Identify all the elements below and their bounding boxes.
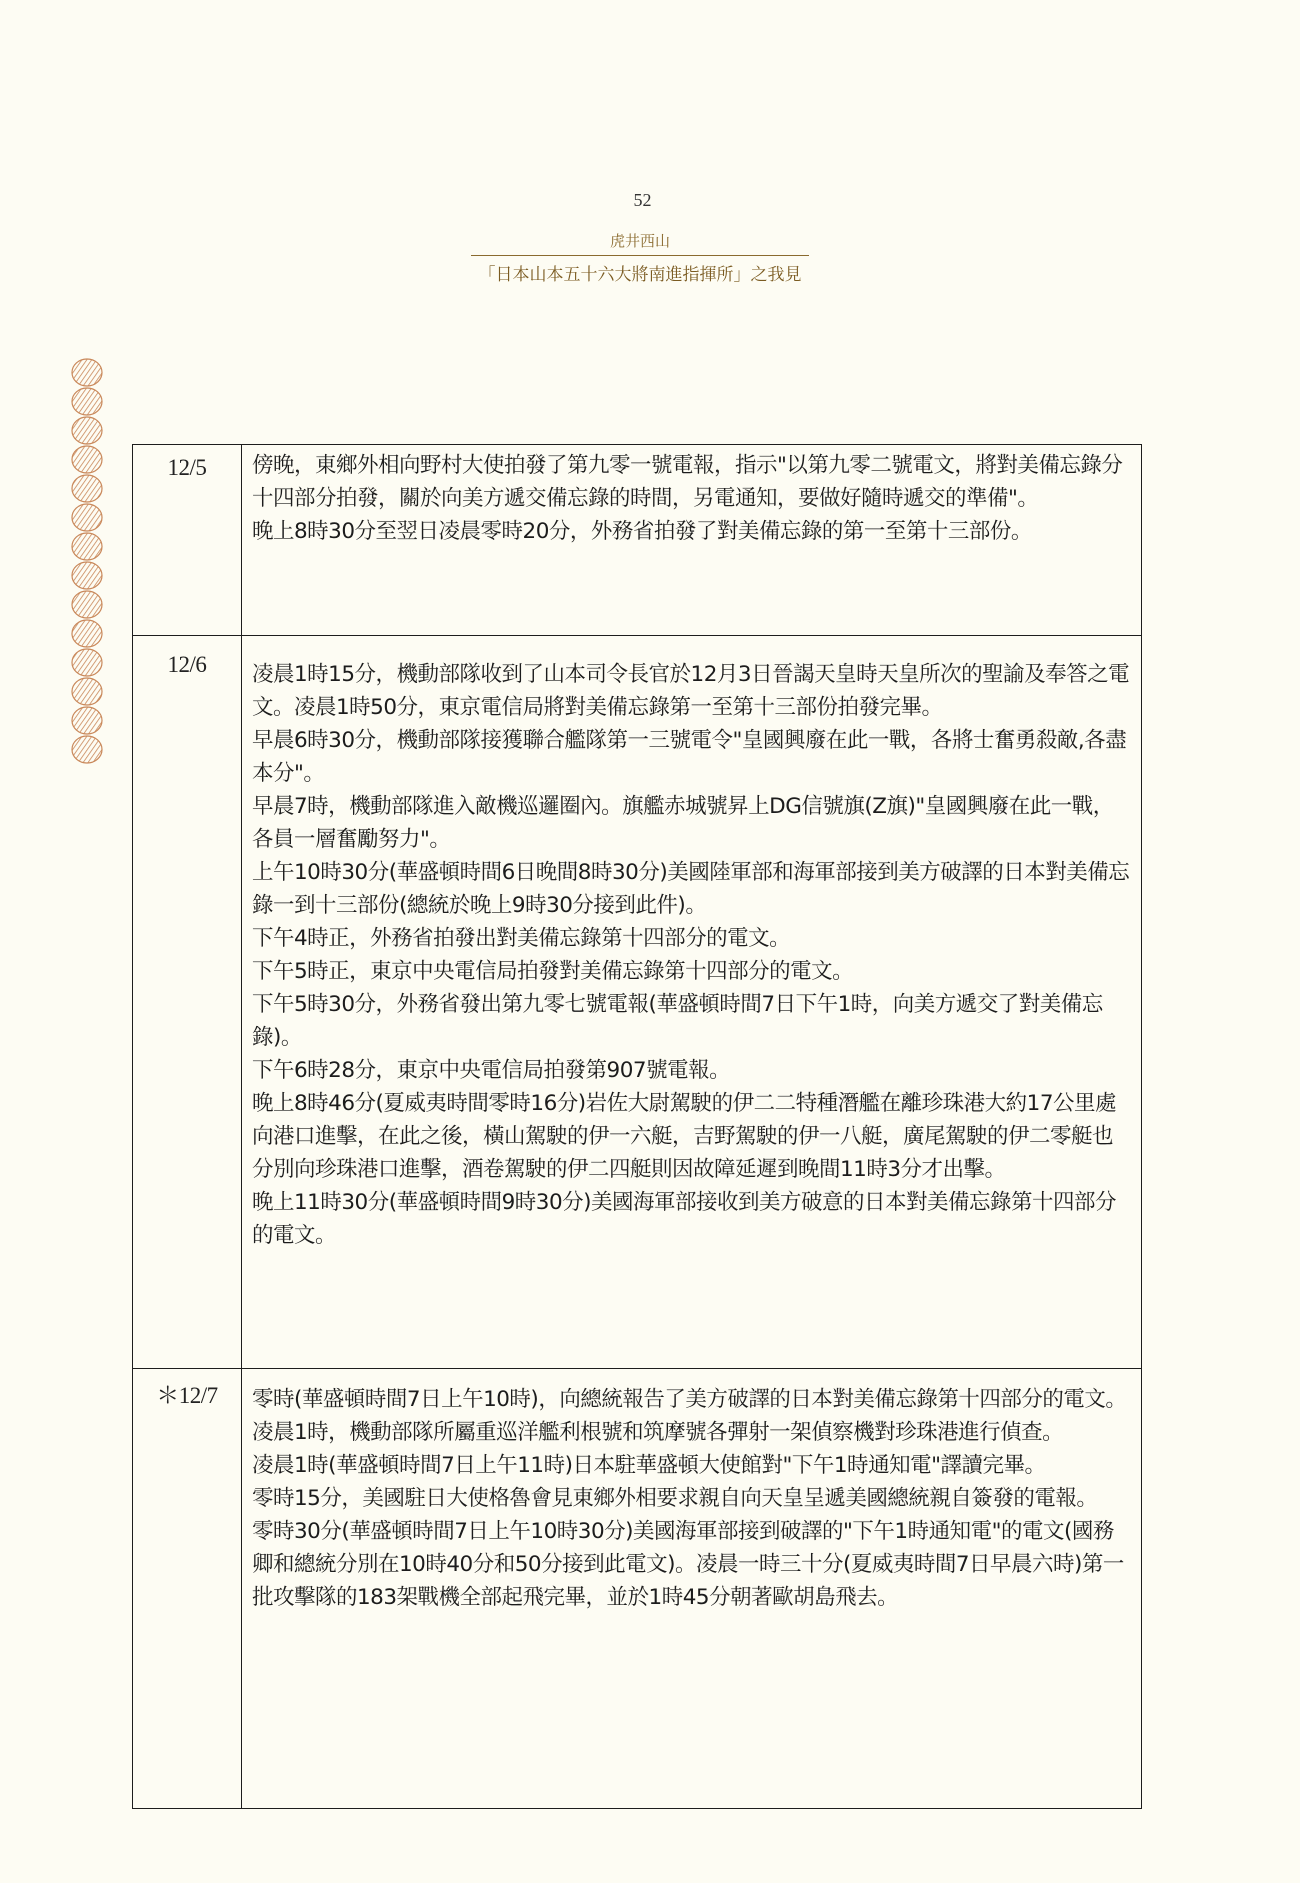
entry-cell bbox=[242, 1369, 1142, 1809]
header-subtitle: 虎井西山 bbox=[609, 232, 670, 250]
ornament-oval bbox=[72, 591, 102, 618]
page-number: 52 bbox=[633, 190, 652, 210]
entry-text: 晚上8時46分(夏威夷時間零時16分)岩佐大尉駕駛的伊二二特種潛艦在離珍珠港大約17公里處向港口進擊，在此之後，橫山駕駛的伊一六艇，吉野駕駛的伊一八艇，廣尾駕駛的伊二零艇也分別向珍珠港口進擊，酒卷駕駛的伊二四艇則因故障延遲到晚間11時3分才出擊。 bbox=[252, 1091, 1117, 1182]
entry-text: 下午5時30分，外務省發出第九零七號電報(華盛頓時間7日下午1時，向美方遞交了對美備忘錄)。 bbox=[252, 992, 1103, 1050]
entry-text: 早晨6時30分，機動部隊接獲聯合艦隊第一三號電令"皇國興廢在此一戰，各將士奮勇殺敵,各盡本分"。 bbox=[252, 728, 1127, 786]
ornament-oval bbox=[72, 388, 102, 415]
entry-cell bbox=[242, 445, 1142, 636]
ornament-oval bbox=[72, 649, 102, 676]
ornament-oval bbox=[72, 533, 102, 560]
entry-text: 晚上11時30分(華盛頓時間9時30分)美國海軍部接收到美方破意的日本對美備忘錄第十四部分的電文。 bbox=[252, 1190, 1117, 1248]
entry-text: 凌晨1時，機動部隊所屬重巡洋艦利根號和筑摩號各彈射一架偵察機對珍珠港進行偵查。 bbox=[252, 1420, 1064, 1445]
running-header bbox=[455, 230, 825, 285]
entry-text: 下午6時28分，東京中央電信局拍發第907號電報。 bbox=[252, 1058, 731, 1083]
ornament-oval bbox=[72, 504, 102, 531]
entry-text: 早晨7時，機動部隊進入敵機巡邏圈內。旗艦赤城號昇上DG信號旗(Z旗)"皇國興廢在此一戰，各員一層奮勵努力"。 bbox=[252, 794, 1114, 852]
date-cell: 12/5 bbox=[133, 445, 242, 636]
entry-text: 下午5時正，東京中央電信局拍發對美備忘錄第十四部分的電文。 bbox=[252, 959, 854, 984]
date-cell: 12/6 bbox=[133, 636, 242, 1369]
entry-text: 凌晨1時15分，機動部隊收到了山本司令長官於12月3日晉謁天皇時天皇所次的聖諭及奉答之電文。凌晨1時50分，東京電信局將對美備忘錄第一至第十三部份拍發完畢。 bbox=[252, 662, 1130, 720]
ornament-oval bbox=[72, 417, 102, 444]
table-row bbox=[133, 1369, 1142, 1809]
entry-text: 晚上8時30分至翌日凌晨零時20分，外務省拍發了對美備忘錄的第一至第十三部份。 bbox=[252, 519, 1032, 544]
ornament-oval bbox=[72, 359, 102, 386]
entry-text: 零時(華盛頓時間7日上午10時)，向總統報告了美方破譯的日本對美備忘錄第十四部分的電文。 bbox=[252, 1387, 1127, 1412]
entry-text: 零時15分，美國駐日大使格魯會見東鄉外相要求親自向天皇呈遞美國總統親自簽發的電報。 bbox=[252, 1486, 1098, 1511]
entry-text: 上午10時30分(華盛頓時間6日晚間8時30分)美國陸軍部和海軍部接到美方破譯的日本對美備忘錄一到十三部份(總統於晚上9時30分接到此件)。 bbox=[252, 860, 1130, 918]
entry-text: 零時30分(華盛頓時間7日上午10時30分)美國海軍部接到破譯的"下午1時通知電"的電文(國務卿和總統分別在10時40分和50分接到此電文)。凌晨一時三十分(夏威夷時間7日早晨六時)第一批攻擊隊的183架戰機全部起飛完畢，並於1時45分朝著歐胡島飛去。 bbox=[252, 1519, 1124, 1610]
side-ornament bbox=[68, 358, 106, 764]
ornament-oval bbox=[72, 475, 102, 502]
entry-cell bbox=[242, 636, 1142, 1369]
entry-text: 凌晨1時(華盛頓時間7日上午11時)日本駐華盛頓大使館對"下午1時通知電"譯讀完畢。 bbox=[252, 1453, 1046, 1478]
ornament-oval bbox=[72, 446, 102, 473]
ornament-oval bbox=[72, 707, 102, 734]
header-title: 「日本山本五十六大將南進指揮所」之我見 bbox=[478, 265, 802, 285]
ornament-oval bbox=[72, 620, 102, 647]
date-cell: ＊12/7 bbox=[133, 1369, 242, 1809]
ornament-oval bbox=[72, 736, 102, 763]
table-row bbox=[133, 445, 1142, 636]
chronology-table bbox=[132, 444, 1142, 1809]
entry-text: 傍晚，東鄉外相向野村大使拍發了第九零一號電報，指示"以第九零二號電文，將對美備忘錄分十四部分拍發，關於向美方遞交備忘錄的時間，另電通知，要做好隨時遞交的準備"。 bbox=[252, 453, 1123, 511]
ornament-oval bbox=[72, 678, 102, 705]
entry-text: 下午4時正，外務省拍發出對美備忘錄第十四部分的電文。 bbox=[252, 926, 791, 951]
ornament-oval bbox=[72, 562, 102, 589]
table-row bbox=[133, 636, 1142, 1369]
